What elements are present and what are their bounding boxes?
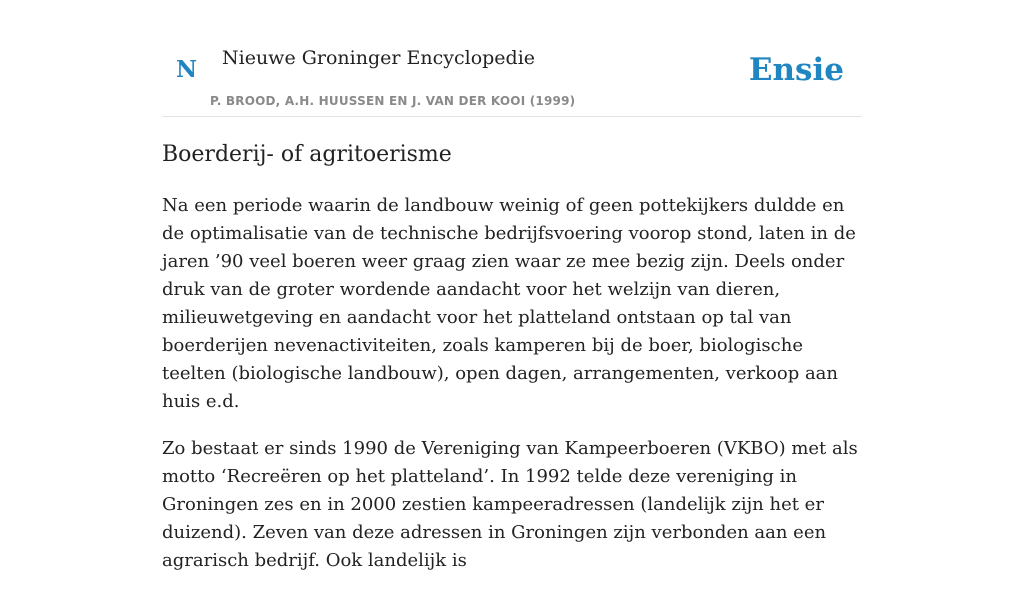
source-badge[interactable]: N bbox=[176, 56, 198, 83]
article-title: Boerderij- of agritoerisme bbox=[162, 142, 452, 167]
source-title-link[interactable]: Nieuwe Groninger Encyclopedie bbox=[222, 47, 536, 69]
ensie-logo[interactable]: Ensie bbox=[748, 52, 844, 88]
source-authors: P. BROOD, A.H. HUUSSEN EN J. VAN DER KOOI (1999) bbox=[210, 94, 576, 108]
article-paragraph-2: Zo bestaat er sinds 1990 de Vereniging van Kampeerboeren (VKBO) met als motto ‘Recreëren op het platteland’. In 1992 telde deze vereniging in Groningen zes en in 2000 zestien kampeeradressen (landelijk zijn het er duizend). Zeven van deze adressen in Groningen zijn verbonden aan een agrarisch bedrijf. Ook landelijk is bbox=[162, 438, 858, 571]
article-body bbox=[162, 192, 864, 594]
article-paragraph-1: Na een periode waarin de landbouw weinig of geen pottekijkers duldde en de optimalisatie van de technische bedrijfsvoering voorop stond, laten in de jaren ’90 veel boeren weer graag zien waar ze mee bezig zijn. Deels onder druk van de groter wordende aandacht voor het welzijn van dieren, milieuwetgeving en aandacht voor het platteland ontstaan op tal van boerderijen nevenactiviteiten, zoals kamperen bij de boer, biologische teelten (biologische landbouw), open dagen, arrangementen, verkoop aan huis e.d. bbox=[162, 195, 856, 412]
source-header bbox=[162, 0, 862, 117]
